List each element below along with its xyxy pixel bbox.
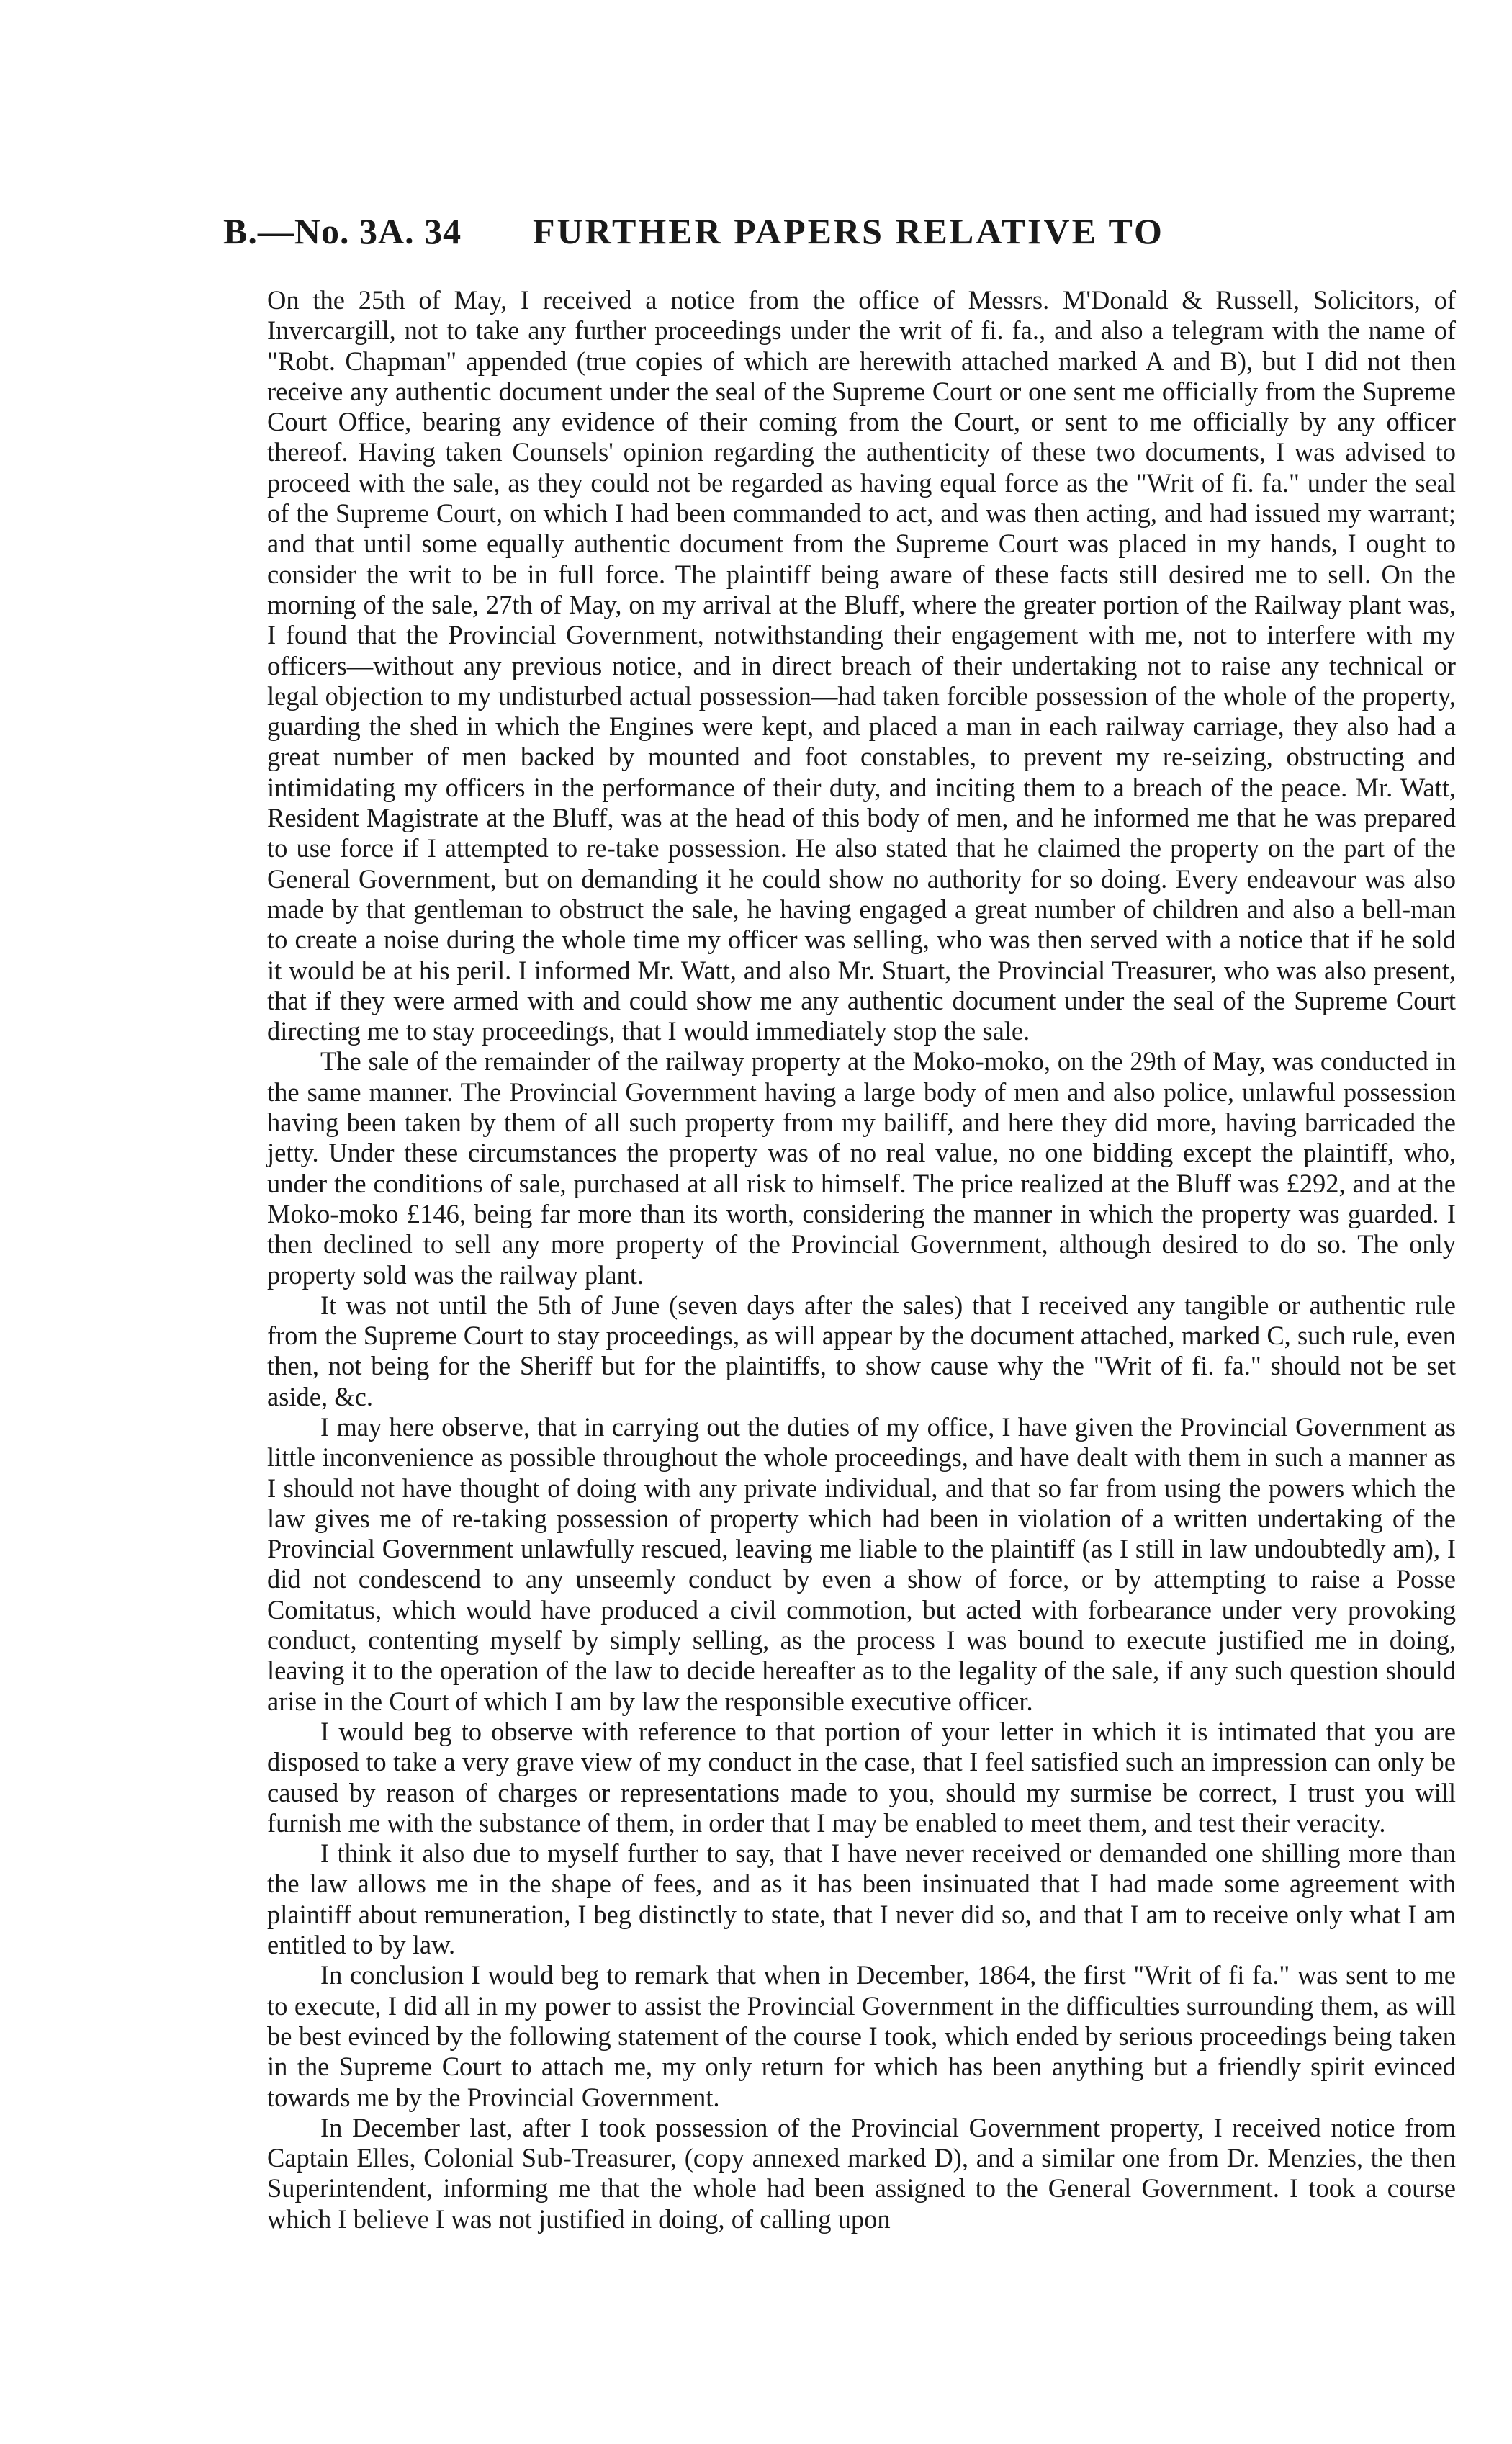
- paragraph-4: I may here observe, that in carrying out the duties of my office, I have given the Provincial Government as little inconvenience as possible throughout the whole proceedings, and have dealt with them in such a manner as I should not have thought of doing with any private individual, and that so far from using the powers which the law gives me of re-taking possession of property which had been in violation of a written undertaking of the Provincial Government unlawfully rescued, leaving me liable to the plaintiff (as I still in law undoubtedly am), I did not condescend to any unseemly conduct by even a show of force, or by attempting to raise a Posse Comitatus, which would have produced a civil commotion, but acted with forbearance under very provoking conduct, contenting myself by simply selling, as the process I was bound to execute justified me in doing, leaving it to the operation of the law to decide hereafter as to the legality of the sale, if any such question should arise in the Court of which I am by law the responsible executive officer.: [267, 1411, 1456, 1716]
- paragraph-5: I would beg to observe with reference to that portion of your letter in which it is intimated that you are disposed to take a very grave view of my conduct in the case, that I feel satisfied such an impression can only be caused by reason of charges or representations made to you, should my surmise be correct, I trust you will furnish me with the substance of them, in order that I may be enabled to meet them, and test their veracity.: [267, 1716, 1456, 1838]
- paragraph-1: On the 25th of May, I received a notice from the office of Messrs. M'Donald & Russell, Solicitors, of Invercargill, not to take any further proceedings under the writ of fi. fa., and also a telegram with the name of "Robt. Chapman" appended (true copies of which are herewith attached marked A and B), but I did not then receive any authentic document under the seal of the Supreme Court or one sent me officially from the Supreme Court Office, bearing any evidence of their coming from the Court, or sent to me officially by any officer thereof. Having taken Counsels' opinion regarding the authenticity of these two documents, I was advised to proceed with the sale, as they could not be regarded as having equal force as the "Writ of fi. fa." under the seal of the Supreme Court, on which I had been commanded to act, and was then acting, and had issued my warrant; and that until some equally authentic document from the Supreme Court was placed in my hands, I ought to consider the writ to be in full force. The plaintiff being aware of these facts still desired me to sell. On the morning of the sale, 27th of May, on my arrival at the Bluff, where the greater portion of the Railway plant was, I found that the Provincial Government, notwithstanding their engagement with me, not to interfere with my officers—without any previous notice, and in direct breach of their undertaking not to raise any technical or legal objection to my undisturbed actual possession—had taken forcible possession of the whole of the property, guarding the shed in which the Engines were kept, and placed a man in each railway carriage, they also had a great number of men backed by mounted and foot constables, to prevent my re-seizing, obstructing and intimidating my officers in the performance of their duty, and inciting them to a breach of the peace. Mr. Watt, Resident Magistrate at the Bluff, was at the head of this body of men, and he informed me that he was prepared to use force if I attempted to re-take possession. He also stated that he claimed the property on the part of the General Government, but on demanding it he could show no authority for so doing. Every endeavour was also made by that gentleman to obstruct the sale, he having engaged a great number of children and also a bell-man to create a noise during the whole time my officer was selling, who was then served with a notice that if he sold it would be at his peril. I informed Mr. Watt, and also Mr. Stuart, the Provincial Treasurer, who was also present, that if they were armed with and could show me any authentic document under the seal of the Supreme Court directing me to stay proceedings, that I would immediately stop the sale.: [267, 285, 1456, 1046]
- document-reference: B.—No. 3A. 34: [223, 211, 462, 251]
- page-title: FURTHER PAPERS RELATIVE TO: [533, 211, 1164, 251]
- paragraph-7: In conclusion I would beg to remark that when in December, 1864, the first "Writ of fi fa." was sent to me to execute, I did all in my power to assist the Provincial Government in the difficulties surrounding them, as will be best evinced by the following statement of the course I took, which ended by serious proceedings being taken in the Supreme Court to attach me, my only return for which has been anything but a friendly spirit evinced towards me by the Provincial Government.: [267, 1960, 1456, 2112]
- letter-body: [267, 285, 1456, 2234]
- paragraph-2: The sale of the remainder of the railway property at the Moko-moko, on the 29th of May, was conducted in the same manner. The Provincial Government having a large body of men and also police, unlawful possession having been taken by them of all such property from my bailiff, and here they did more, having barricaded the jetty. Under these circumstances the property was of no real value, no one bidding except the plaintiff, who, under the conditions of sale, purchased at all risk to himself. The price realized at the Bluff was £292, and at the Moko-moko £146, being far more than its worth, considering the manner in which the property was guarded. I then declined to sell any more property of the Provincial Government, although desired to do so. The only property sold was the railway plant.: [267, 1046, 1456, 1290]
- paragraph-3: It was not until the 5th of June (seven days after the sales) that I received any tangible or authentic rule from the Supreme Court to stay proceedings, as will appear by the document attached, marked C, such rule, even then, not being for the Sheriff but for the plaintiffs, to show cause why the "Writ of fi. fa." should not be set aside, &c.: [267, 1290, 1456, 1411]
- page-header: [0, 210, 1512, 261]
- paragraph-8: In December last, after I took possession of the Provincial Government property, I received notice from Captain Elles, Colonial Sub-Treasurer, (copy annexed marked D), and a similar one from Dr. Menzies, the then Superintendent, informing me that the whole had been assigned to the General Government. I took a course which I believe I was not justified in doing, of calling upon: [267, 2112, 1456, 2234]
- paragraph-6: I think it also due to myself further to say, that I have never received or demanded one shilling more than the law allows me in the shape of fees, and as it has been insinuated that I had made some agreement with plaintiff about remuneration, I beg distinctly to state, that I never did so, and that I am to receive only what I am entitled to by law.: [267, 1838, 1456, 1960]
